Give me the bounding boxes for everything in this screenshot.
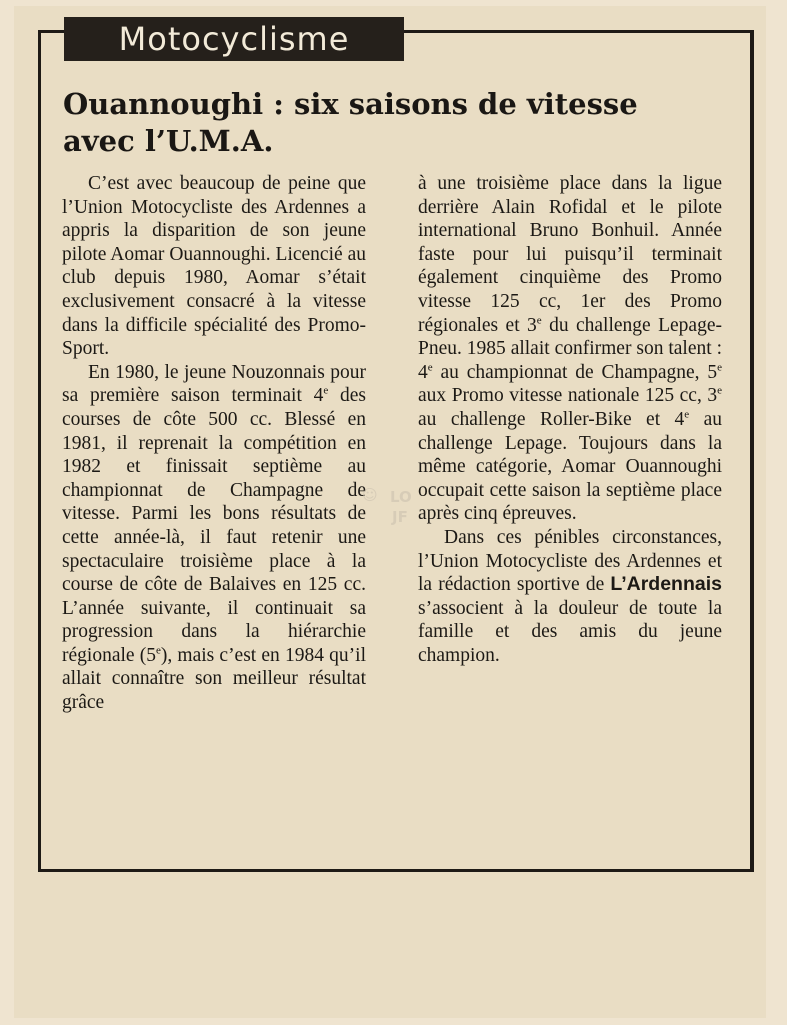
paragraph: à une troisième place dans la ligue derrière Alain Rofidal et le pilote international Bruno Bonhuil. Année faste pour lui puisqu’il terminait également cinquième des Promo vitesse 125 cc, 1er des Promo régionales et 3e du challenge Lepage-Pneu. 1985 allait confirmer son talent : 4e au championnat de Champagne, 5e aux Promo vitesse nationale 125 cc, 3e au challenge Roller-Bike et 4e au challenge Lepage. Toujours dans la même catégorie, Aomar Ouannoughi occupait cette saison la septième place après cinq épreuves. — [418, 173, 722, 525]
article-column-right — [418, 172, 722, 667]
paragraph: Dans ces pénibles circonstances, l’Union Motocycliste des Ardennes et la rédaction sportive de L’Ardennais s’associent à la douleur de toute la famille et des amis du jeune champion. — [418, 526, 722, 666]
paragraph: C’est avec beaucoup de peine que l’Union Motocycliste des Ardennes a appris la disparition de son jeune pilote Aomar Ouannoughi. Licencié au club depuis 1980, Aomar s’était exclusivement consacré à la vitesse dans la difficile spécialité des Promo-Sport. — [62, 173, 366, 360]
paragraph: En 1980, le jeune Nouzonnais pour sa première saison terminait 4e des courses de côte 500 cc. Blessé en 1981, il reprenait la compétition en 1982 et finissait septième au championnat de Champagne de vitesse. Parmi les bons résultats de cette année-là, il faut retenir une spectaculaire troisième place à la course de côte de Balaives en 125 cc. L’année suivante, il continuait sa progression dans la hiérarchie régionale (5e), mais c’est en 1984 qu’il allait connaître son meilleur résultat grâce — [62, 361, 366, 714]
headline-line-2: avec l’U.M.A. — [63, 124, 274, 158]
article-headline — [63, 86, 723, 160]
article-column-left — [62, 172, 366, 715]
headline-line-1: Ouannoughi : six saisons de vitesse — [63, 87, 638, 121]
newspaper-name: L’Ardennais — [610, 573, 722, 596]
section-rubric: Motocyclisme — [64, 17, 404, 61]
watermark-stamp-icon: ☺ LO JF — [362, 486, 412, 526]
